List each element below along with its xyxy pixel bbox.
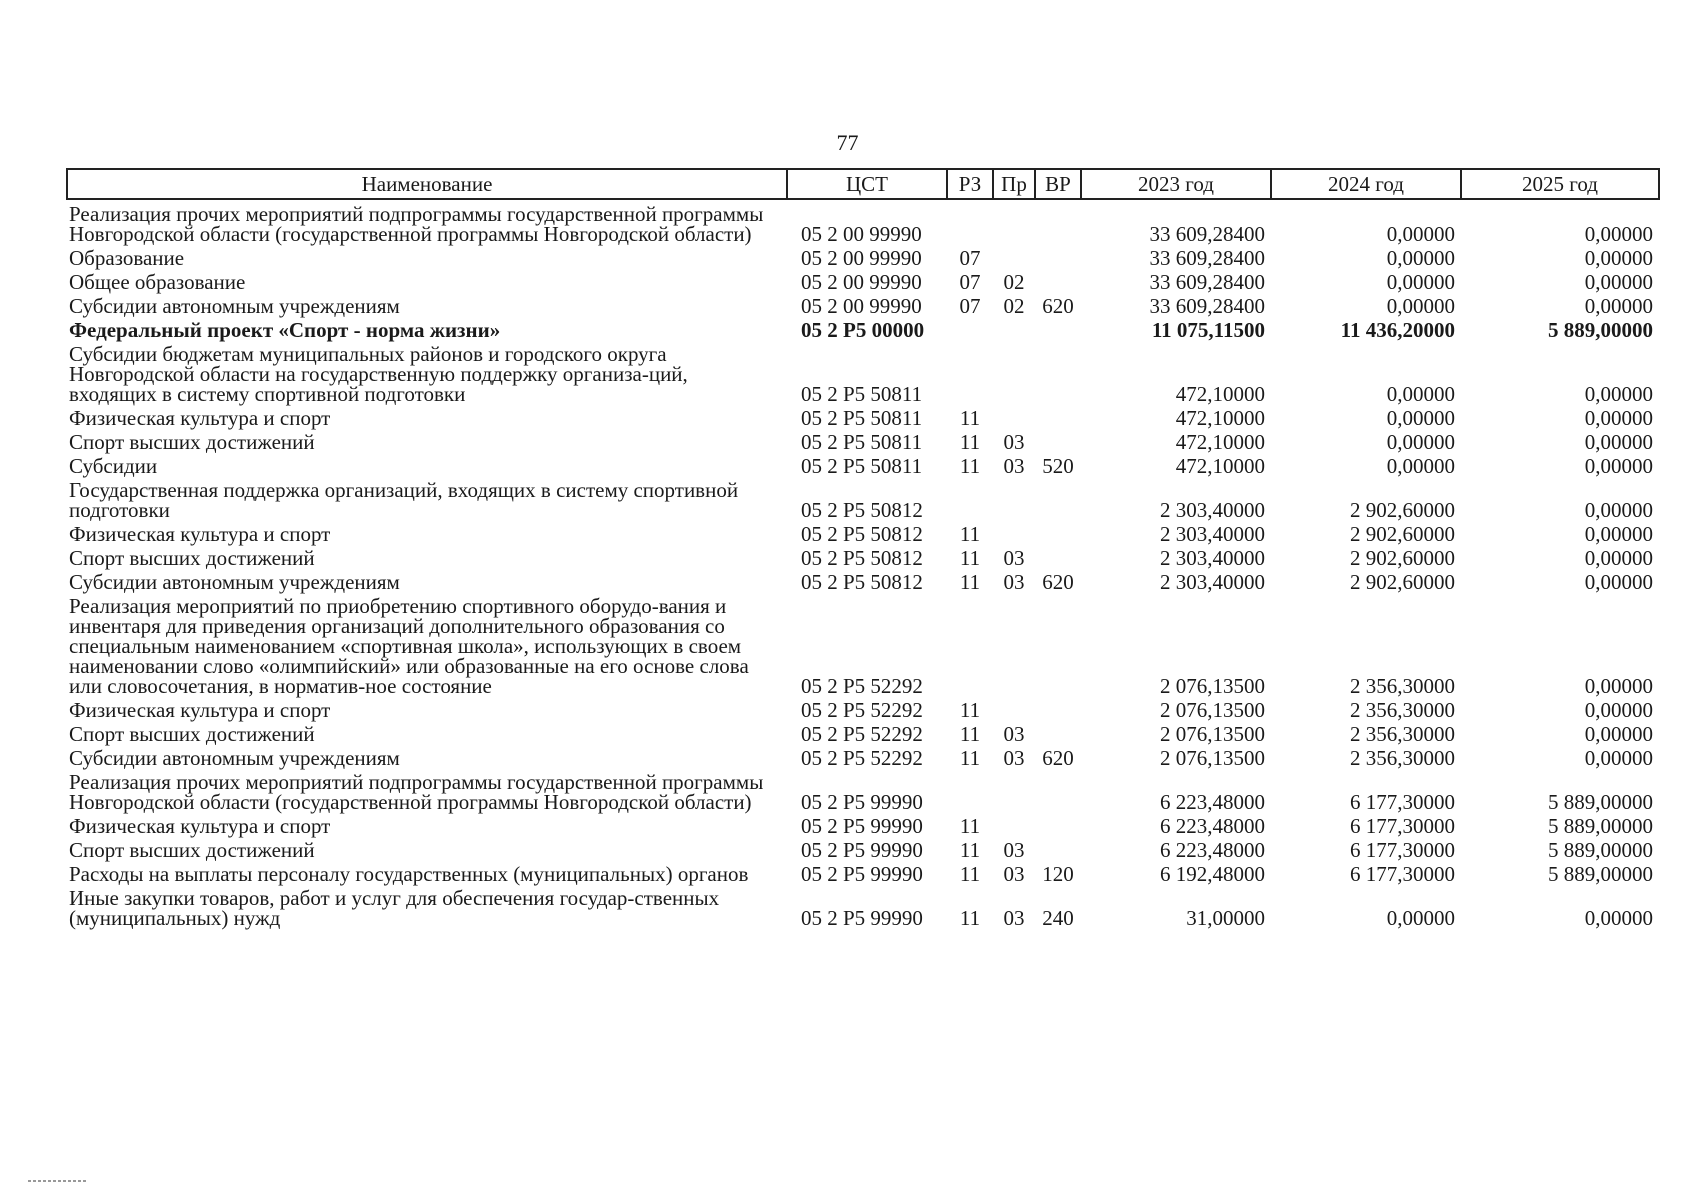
row-value-2025: 0,00000 xyxy=(1584,522,1653,546)
header-rz: РЗ xyxy=(947,169,993,199)
row-value-2025: 0,00000 xyxy=(1584,294,1653,318)
row-value-2025: 0,00000 xyxy=(1584,674,1653,698)
row-code: 05 2 P5 52292 xyxy=(801,674,923,698)
table-row xyxy=(67,316,1659,340)
row-pr xyxy=(993,199,1035,244)
table-row xyxy=(67,452,1659,476)
row-vr xyxy=(1035,428,1081,452)
row-pr xyxy=(993,812,1035,836)
row-rz xyxy=(947,592,993,696)
row-code: 05 2 P5 99990 xyxy=(801,906,923,930)
page-number: 77 xyxy=(836,130,859,155)
row-name: Иные закупки товаров, работ и услуг для обеспечения государ-ственных (муниципальных) нужд xyxy=(69,886,720,930)
row-name: Общее образование xyxy=(69,270,246,294)
row-value-2024: 6 177,30000 xyxy=(1350,814,1455,838)
row-pr: 03 xyxy=(1003,430,1025,454)
row-code: 05 2 00 99990 xyxy=(801,222,922,246)
row-vr xyxy=(1035,268,1081,292)
table-row xyxy=(67,340,1659,404)
row-value-2024: 0,00000 xyxy=(1386,222,1455,246)
row-pr: 02 xyxy=(1003,294,1025,318)
row-value-2025: 0,00000 xyxy=(1584,246,1653,270)
row-vr xyxy=(1035,592,1081,696)
row-value-2024: 0,00000 xyxy=(1386,382,1455,406)
row-code: 05 2 P5 99990 xyxy=(801,838,923,862)
table-row xyxy=(67,544,1659,568)
header-code: ЦСТ xyxy=(787,169,947,199)
row-value-2023: 2 076,13500 xyxy=(1160,674,1265,698)
row-name: Физическая культура и спорт xyxy=(69,406,331,430)
row-vr xyxy=(1035,476,1081,520)
table-row xyxy=(67,476,1659,520)
row-name: Образование xyxy=(69,246,185,270)
row-value-2025: 0,00000 xyxy=(1584,498,1653,522)
row-value-2023: 2 303,40000 xyxy=(1160,498,1265,522)
row-value-2023: 31,00000 xyxy=(1186,906,1265,930)
row-value-2025: 0,00000 xyxy=(1584,382,1653,406)
row-rz xyxy=(947,316,993,340)
row-value-2025: 0,00000 xyxy=(1584,454,1653,478)
row-vr xyxy=(1035,244,1081,268)
row-code: 05 2 P5 00000 xyxy=(801,318,925,342)
row-pr: 03 xyxy=(1003,454,1025,478)
row-code: 05 2 00 99990 xyxy=(801,294,922,318)
row-value-2024: 2 902,60000 xyxy=(1350,546,1455,570)
row-name: Спорт высших достижений xyxy=(69,546,315,570)
row-pr: 03 xyxy=(1003,722,1025,746)
row-name: Реализация прочих мероприятий подпрограммы государственной программы Новгородской области (государственной программы Новгородской области) xyxy=(69,202,764,246)
row-value-2023: 472,10000 xyxy=(1175,406,1265,430)
row-code: 05 2 P5 50811 xyxy=(801,382,923,406)
row-rz: 11 xyxy=(959,454,981,478)
row-value-2023: 6 192,48000 xyxy=(1160,862,1265,886)
table-row xyxy=(67,244,1659,268)
row-value-2023: 6 223,48000 xyxy=(1160,814,1265,838)
row-value-2025: 0,00000 xyxy=(1584,746,1653,770)
row-rz: 11 xyxy=(959,546,981,570)
row-code: 05 2 P5 50811 xyxy=(801,406,923,430)
table-row xyxy=(67,568,1659,592)
row-value-2023: 2 303,40000 xyxy=(1160,546,1265,570)
row-value-2023: 2 076,13500 xyxy=(1160,698,1265,722)
row-vr xyxy=(1035,768,1081,812)
row-value-2025: 0,00000 xyxy=(1584,430,1653,454)
row-rz xyxy=(947,768,993,812)
row-vr xyxy=(1035,812,1081,836)
row-value-2024: 6 177,30000 xyxy=(1350,790,1455,814)
row-value-2025: 0,00000 xyxy=(1584,698,1653,722)
row-name: Расходы на выплаты персоналу государственных (муниципальных) органов xyxy=(69,862,749,886)
row-rz: 11 xyxy=(959,722,981,746)
row-vr xyxy=(1035,720,1081,744)
row-vr xyxy=(1035,340,1081,404)
row-code: 05 2 P5 52292 xyxy=(801,722,923,746)
row-rz: 07 xyxy=(959,294,981,318)
row-pr: 03 xyxy=(1003,570,1025,594)
row-value-2024: 2 902,60000 xyxy=(1350,522,1455,546)
row-name: Спорт высших достижений xyxy=(69,722,315,746)
row-value-2025: 0,00000 xyxy=(1584,406,1653,430)
row-value-2023: 472,10000 xyxy=(1175,430,1265,454)
row-value-2023: 6 223,48000 xyxy=(1160,790,1265,814)
row-rz: 11 xyxy=(959,862,981,886)
row-rz xyxy=(947,476,993,520)
row-name: Федеральный проект «Спорт - норма жизни» xyxy=(69,318,501,342)
row-value-2024: 0,00000 xyxy=(1386,906,1455,930)
row-code: 05 2 P5 99990 xyxy=(801,862,923,886)
row-value-2025: 0,00000 xyxy=(1584,722,1653,746)
row-name: Государственная поддержка организаций, входящих в систему спортивной подготовки xyxy=(69,478,739,522)
table-row xyxy=(67,884,1659,928)
row-code: 05 2 P5 50812 xyxy=(801,546,923,570)
row-code: 05 2 P5 50811 xyxy=(801,454,923,478)
row-vr xyxy=(1035,544,1081,568)
row-value-2023: 33 609,28400 xyxy=(1149,246,1265,270)
row-name: Спорт высших достижений xyxy=(69,430,315,454)
row-value-2025: 5 889,00000 xyxy=(1548,318,1653,342)
row-pr: 03 xyxy=(1003,546,1025,570)
scan-artifact xyxy=(28,1180,88,1182)
row-code: 05 2 P5 99990 xyxy=(801,790,923,814)
row-name: Физическая культура и спорт xyxy=(69,522,331,546)
table-body xyxy=(67,199,1659,928)
row-value-2024: 0,00000 xyxy=(1386,430,1455,454)
row-rz: 07 xyxy=(959,246,981,270)
row-code: 05 2 00 99990 xyxy=(801,246,922,270)
row-name: Физическая культура и спорт xyxy=(69,698,331,722)
row-value-2025: 5 889,00000 xyxy=(1548,838,1653,862)
row-value-2025: 0,00000 xyxy=(1584,270,1653,294)
row-value-2023: 11 075,11500 xyxy=(1151,318,1265,342)
row-name: Субсидии автономным учреждениям xyxy=(69,570,400,594)
header-name: Наименование xyxy=(67,169,787,199)
row-value-2025: 5 889,00000 xyxy=(1548,862,1653,886)
row-pr: 02 xyxy=(1003,270,1025,294)
row-vr: 120 xyxy=(1042,862,1074,886)
header-2023: 2023 год xyxy=(1081,169,1271,199)
table-row xyxy=(67,836,1659,860)
row-value-2023: 472,10000 xyxy=(1175,454,1265,478)
row-rz: 11 xyxy=(959,746,981,770)
row-value-2025: 0,00000 xyxy=(1584,906,1653,930)
row-name: Субсидии бюджетам муниципальных районов и городского округа Новгородской области на государственную поддержку организа-ций, входящих в систему спортивной подготовки xyxy=(69,342,688,406)
row-value-2024: 0,00000 xyxy=(1386,294,1455,318)
row-rz: 11 xyxy=(959,570,981,594)
row-vr: 620 xyxy=(1042,746,1074,770)
row-name: Спорт высших достижений xyxy=(69,838,315,862)
header-vr: ВР xyxy=(1035,169,1081,199)
row-vr xyxy=(1035,199,1081,244)
row-value-2024: 6 177,30000 xyxy=(1350,838,1455,862)
table-row xyxy=(67,428,1659,452)
table-row xyxy=(67,744,1659,768)
row-name: Субсидии автономным учреждениям xyxy=(69,294,400,318)
row-value-2024: 2 356,30000 xyxy=(1350,746,1455,770)
row-value-2023: 33 609,28400 xyxy=(1149,294,1265,318)
row-code: 05 2 P5 99990 xyxy=(801,814,923,838)
row-rz: 11 xyxy=(959,814,981,838)
row-value-2024: 0,00000 xyxy=(1386,270,1455,294)
row-pr xyxy=(993,592,1035,696)
table-row xyxy=(67,520,1659,544)
row-pr xyxy=(993,340,1035,404)
row-rz: 11 xyxy=(959,698,981,722)
row-name: Субсидии автономным учреждениям xyxy=(69,746,400,770)
row-value-2023: 33 609,28400 xyxy=(1149,270,1265,294)
row-code: 05 2 P5 52292 xyxy=(801,698,923,722)
table-row xyxy=(67,268,1659,292)
table-row xyxy=(67,199,1659,244)
header-pr: Пр xyxy=(993,169,1035,199)
row-value-2024: 6 177,30000 xyxy=(1350,862,1455,886)
row-rz: 11 xyxy=(959,906,981,930)
row-value-2025: 5 889,00000 xyxy=(1548,814,1653,838)
row-value-2025: 0,00000 xyxy=(1584,570,1653,594)
row-vr: 620 xyxy=(1042,570,1074,594)
row-vr xyxy=(1035,696,1081,720)
row-code: 05 2 P5 50811 xyxy=(801,430,923,454)
row-vr xyxy=(1035,520,1081,544)
row-pr xyxy=(993,476,1035,520)
row-rz: 11 xyxy=(959,838,981,862)
row-code: 05 2 P5 50812 xyxy=(801,522,923,546)
table-row xyxy=(67,592,1659,696)
row-name: Физическая культура и спорт xyxy=(69,814,331,838)
table-row xyxy=(67,768,1659,812)
row-code: 05 2 00 99990 xyxy=(801,270,922,294)
header-2024: 2024 год xyxy=(1271,169,1461,199)
row-vr xyxy=(1035,404,1081,428)
row-value-2024: 2 902,60000 xyxy=(1350,498,1455,522)
row-value-2024: 2 356,30000 xyxy=(1350,674,1455,698)
row-value-2023: 2 076,13500 xyxy=(1160,722,1265,746)
row-value-2024: 11 436,20000 xyxy=(1340,318,1455,342)
row-value-2025: 5 889,00000 xyxy=(1548,790,1653,814)
row-rz: 11 xyxy=(959,522,981,546)
row-value-2023: 2 303,40000 xyxy=(1160,570,1265,594)
row-pr xyxy=(993,404,1035,428)
row-vr: 520 xyxy=(1042,454,1074,478)
table-header-row xyxy=(67,169,1659,199)
row-pr xyxy=(993,520,1035,544)
table-row xyxy=(67,696,1659,720)
row-code: 05 2 P5 50812 xyxy=(801,570,923,594)
header-2025: 2025 год xyxy=(1461,169,1659,199)
row-pr xyxy=(993,316,1035,340)
row-rz xyxy=(947,199,993,244)
row-value-2024: 2 902,60000 xyxy=(1350,570,1455,594)
row-value-2025: 0,00000 xyxy=(1584,546,1653,570)
row-pr: 03 xyxy=(1003,838,1025,862)
row-value-2024: 0,00000 xyxy=(1386,406,1455,430)
row-pr: 03 xyxy=(1003,862,1025,886)
table-row xyxy=(67,292,1659,316)
table-row xyxy=(67,404,1659,428)
row-pr xyxy=(993,768,1035,812)
row-value-2023: 2 076,13500 xyxy=(1160,746,1265,770)
table-row xyxy=(67,812,1659,836)
row-code: 05 2 P5 52292 xyxy=(801,746,923,770)
row-value-2025: 0,00000 xyxy=(1584,222,1653,246)
row-value-2023: 6 223,48000 xyxy=(1160,838,1265,862)
table-row xyxy=(67,860,1659,884)
row-vr xyxy=(1035,316,1081,340)
row-vr xyxy=(1035,836,1081,860)
row-value-2024: 0,00000 xyxy=(1386,246,1455,270)
row-pr: 03 xyxy=(1003,906,1025,930)
row-value-2023: 33 609,28400 xyxy=(1149,222,1265,246)
row-value-2024: 2 356,30000 xyxy=(1350,722,1455,746)
row-pr xyxy=(993,696,1035,720)
row-name: Реализация прочих мероприятий подпрограммы государственной программы Новгородской области (государственной программы Новгородской области) xyxy=(69,770,764,814)
row-code: 05 2 P5 50812 xyxy=(801,498,923,522)
row-rz: 07 xyxy=(959,270,981,294)
row-value-2023: 2 303,40000 xyxy=(1160,522,1265,546)
row-rz: 11 xyxy=(959,406,981,430)
row-rz xyxy=(947,340,993,404)
budget-table xyxy=(66,168,1660,928)
row-value-2024: 2 356,30000 xyxy=(1350,698,1455,722)
row-rz: 11 xyxy=(959,430,981,454)
row-pr: 03 xyxy=(1003,746,1025,770)
row-value-2023: 472,10000 xyxy=(1175,382,1265,406)
row-pr xyxy=(993,244,1035,268)
row-vr: 620 xyxy=(1042,294,1074,318)
row-name: Субсидии xyxy=(69,454,158,478)
table-row xyxy=(67,720,1659,744)
row-value-2024: 0,00000 xyxy=(1386,454,1455,478)
row-name: Реализация мероприятий по приобретению спортивного оборудо-вания и инвентаря для приведения организаций дополнительного образования со специальным наименованием «спортивная школа», использующих в своем наименовании слово «олимпийский» или образованные на его основе слова или словосочетания, в норматив-ное состояние xyxy=(69,594,749,698)
row-vr: 240 xyxy=(1042,906,1074,930)
